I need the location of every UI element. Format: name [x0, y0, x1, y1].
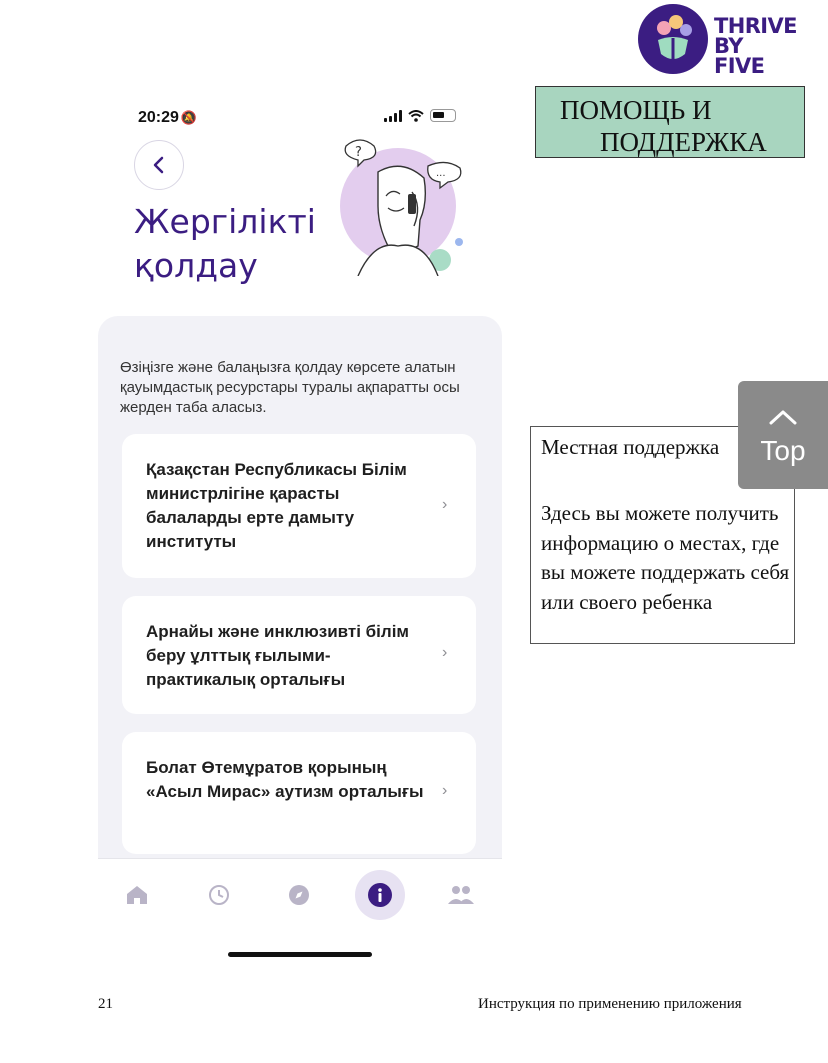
card-label: Болат Өтемұратов қорының «Асыл Мирас» аутизм орталығы: [146, 758, 424, 801]
home-icon: [125, 884, 149, 906]
status-icons: [384, 109, 456, 122]
logo-line-2: BY FIVE: [714, 34, 765, 78]
woman-on-phone-illustration: [328, 136, 478, 276]
chevron-right-icon: ›: [442, 782, 448, 799]
scroll-to-top-button[interactable]: [738, 381, 828, 489]
tab-explore[interactable]: [274, 870, 324, 920]
svg-text:...: ...: [436, 168, 446, 179]
thrive-by-five-logo: [636, 4, 796, 76]
section-heading-line-1: ПОМОЩЬ И: [560, 95, 712, 125]
home-indicator: [228, 952, 372, 957]
content-panel: [98, 316, 502, 876]
page-title-line-1: Жергілікті: [134, 202, 316, 241]
status-time: [138, 109, 197, 127]
phone-screenshot: [98, 96, 502, 966]
page-title: [134, 200, 334, 288]
logo-wordmark: [714, 16, 797, 76]
page-number: 21: [98, 996, 113, 1012]
tab-bar-divider: [98, 858, 502, 859]
intro-text: Өзіңізге және балаңызға қолдау көрсете алатын қауымдастық ресурстары туралы ақпаратты осы жерден таба аласыз.: [120, 359, 460, 416]
card-label: Қазақстан Республикасы Білім министрлігіне қарасты балаларды ерте дамыту институты: [146, 460, 407, 551]
resource-card-asyl-miras-autism-center[interactable]: [122, 732, 476, 854]
logo-line-1: THRIVE: [714, 14, 797, 38]
tab-home[interactable]: [112, 870, 162, 920]
chevron-right-icon: ›: [442, 496, 448, 513]
bell-slash-icon: 🔕: [180, 110, 198, 125]
description-body: Здесь вы можете получить информацию о местах, где вы можете поддержать себя или своего ребенка: [541, 501, 790, 614]
tab-community[interactable]: [436, 870, 486, 920]
logo-emblem: [638, 4, 708, 74]
people-icon: [447, 883, 475, 907]
chevron-right-icon: ›: [442, 644, 448, 661]
chevron-left-icon: [152, 156, 166, 174]
section-heading-box: [535, 86, 805, 158]
status-bar: [98, 96, 502, 140]
page-title-line-2: қолдау: [134, 246, 258, 285]
description-title: Местная поддержка: [541, 435, 720, 459]
document-title: Инструкция по применению приложения: [478, 996, 742, 1012]
card-label: Арнайы және инклюзивті білім беру ұлттық ғылыми-практикалық орталығы: [146, 622, 410, 689]
battery-icon: [430, 109, 456, 122]
chevron-up-icon: [767, 407, 799, 427]
tab-history[interactable]: [194, 870, 244, 920]
compass-icon: [287, 883, 311, 907]
back-button[interactable]: [134, 140, 184, 190]
clock-icon: [207, 883, 231, 907]
section-heading-line-2: ПОДДЕРЖКА: [600, 127, 767, 157]
resource-card-early-development-institute[interactable]: [122, 434, 476, 578]
scroll-to-top-label: Top: [760, 435, 806, 466]
svg-text:?: ?: [355, 145, 362, 160]
info-icon: [367, 882, 393, 908]
tab-info[interactable]: [355, 870, 405, 920]
wifi-icon: [408, 110, 424, 122]
cellular-signal-icon: [384, 110, 402, 122]
status-time-text: 20:29: [138, 109, 179, 126]
resource-card-inclusive-education-center[interactable]: [122, 596, 476, 714]
